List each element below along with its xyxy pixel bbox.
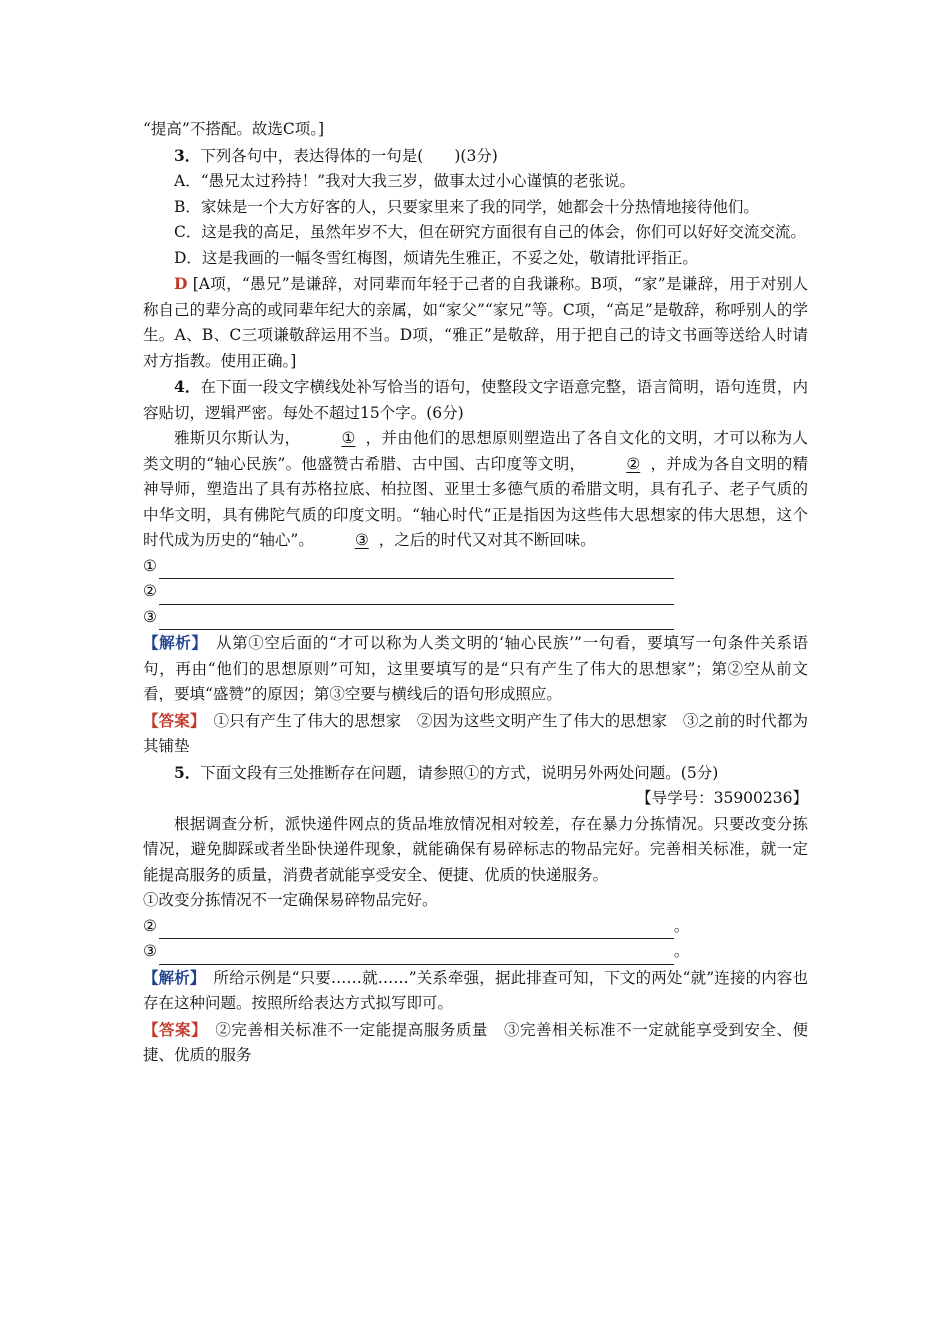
answer-line-3[interactable] [143,605,808,631]
underline [159,946,674,965]
answer-letter: D [174,274,188,293]
question-4-analysis [143,630,808,708]
passage-text: 雅斯贝尔斯认为， [174,429,301,447]
underline [159,920,674,939]
question-text: 下列各句中，表达得体的一句是( )(3分) [200,146,498,165]
document-page [143,117,808,1069]
analysis-text: 从第①空后面的“才可以称为人类文明的‘轴心民族’”一句看，要填写一句条件关系语句，再由“他们的思想原则”可知，这里要填写的是“只有产生了伟大的思想家”；第②空从前文看，要填“盛赞”的原因；第③空要与横线后的语句形成照应。 [143,634,808,703]
passage-text: ，并由他们的思想原则塑造出了各自文化的文明，才可以称为人类文明的“轴心民族”。他盛赞古希腊、古中国、古印度等文明， [143,429,808,473]
question-3-analysis [143,271,808,374]
answer-text: ①只有产生了伟大的思想家 ②因为这些文明产生了伟大的思想家 ③之前的时代都为其铺垫 [143,711,808,755]
question-text: 下面文段有三处推断存在问题，请参照①的方式，说明另外两处问题。(5分) [200,763,719,782]
analysis-tag: 【解析】 [143,967,198,987]
answer-line-2[interactable] [143,914,808,940]
answer-line-1[interactable] [143,554,808,580]
option-c: C．这是我的高足，虽然年岁不大，但在研究方面很有自己的体会，你们可以好好交流交流。 [174,223,806,241]
option-a: A．“愚兄太过矜持！”我对大我三岁，做事太过小心谨慎的老张说。 [174,172,636,190]
example-answer: ①改变分拣情况不一定确保易碎物品完好。 [143,891,438,909]
blank-2: ② [626,454,641,473]
question-4-passage [143,426,808,554]
previous-answer-tail: “提高”不搭配。故选C项。] [143,120,325,138]
answer-line-3[interactable] [143,939,808,965]
answer-tag: 【答案】 [143,1019,200,1039]
question-4-answer [143,708,808,760]
question-number: 3． [174,145,201,165]
answer-line-2[interactable] [143,579,808,605]
question-3-stem [143,143,808,170]
answer-tag: 【答案】 [143,710,198,730]
question-5-analysis [143,965,808,1017]
answer-line-label: ③ [143,942,157,960]
question-number: 5． [174,762,201,782]
question-text: 在下面一段文字横线处补写恰当的语句，使整段文字语意完整，语言简明，语句连贯，内容贴切，逻辑严密。每处不超过15个字。(6分) [143,378,808,422]
answer-line-label: ① [143,556,157,575]
answer-line-label: ② [143,582,157,600]
question-5-passage: 根据调查分析，派快递件网点的货品堆放情况相对较差，存在暴力分拣情况。只要改变分拣情况，避免脚踩或者坐卧快递件现象，就能确保有易碎标志的物品完好。完善相关标准，就一定能提高服务的质量，消费者就能享受安全、便捷、优质的快递服务。 [143,814,808,884]
answer-line-label: ③ [143,607,157,626]
underline [159,560,674,579]
analysis-text: 所给示例是“只要……就……”关系牵强，据此排查可知，下文的两处“就”连接的内容也存在这种问题。按照所给表达方式拟写即可。 [143,968,808,1012]
blank-1: ① [341,429,356,447]
blank-3: ③ [354,531,369,549]
answer-text: ②完善相关标准不一定能提高服务质量 ③完善相关标准不一定就能享受到安全、便捷、优质的服务 [143,1020,808,1064]
option-d: D．这是我画的一幅冬雪红梅图，烦请先生雅正，不妥之处，敬请批评指正。 [174,248,698,267]
underline [159,611,674,630]
line-end-mark: 。 [673,942,690,960]
question-number: 4． [174,377,201,396]
passage-text: ，并成为各自文明的精神导师，塑造出了具有苏格拉底、柏拉图、亚里士多德气质的希腊文明，具有孔子、老子气质的中华文明，具有佛陀气质的印度文明。“轴心时代”正是指因为这些伟大思想家的伟大思想，这个时代成为历史的“轴心”。 [143,454,808,549]
line-end-mark: 。 [673,916,690,935]
question-5-stem [143,760,808,787]
analysis-text: [A项，“愚兄”是谦辞，对同辈而年轻于己者的自我谦称。B项，“家”是谦辞，用于对别人称自己的辈分高的或同辈年纪大的亲属，如“家父”“家兄”等。C项，“高足”是敬辞，称呼别人的学生。A、B、C三项谦敬辞运用不当。D项，“雅正”是敬辞，用于把自己的诗文书画等送给人时请对方指教。使用正确。] [143,275,808,370]
underline [159,586,674,605]
guide-number: 【导学号：35900236】 [636,789,808,807]
question-4-stem [143,374,808,426]
analysis-tag: 【解析】 [143,633,200,652]
passage-text: ，之后的时代又对其不断回味。 [378,531,596,549]
question-5-answer [143,1017,808,1069]
option-b: B．家妹是一个大方好客的人，只要家里来了我的同学，她都会十分热情地接待他们。 [174,197,759,216]
answer-line-label: ② [143,916,157,935]
